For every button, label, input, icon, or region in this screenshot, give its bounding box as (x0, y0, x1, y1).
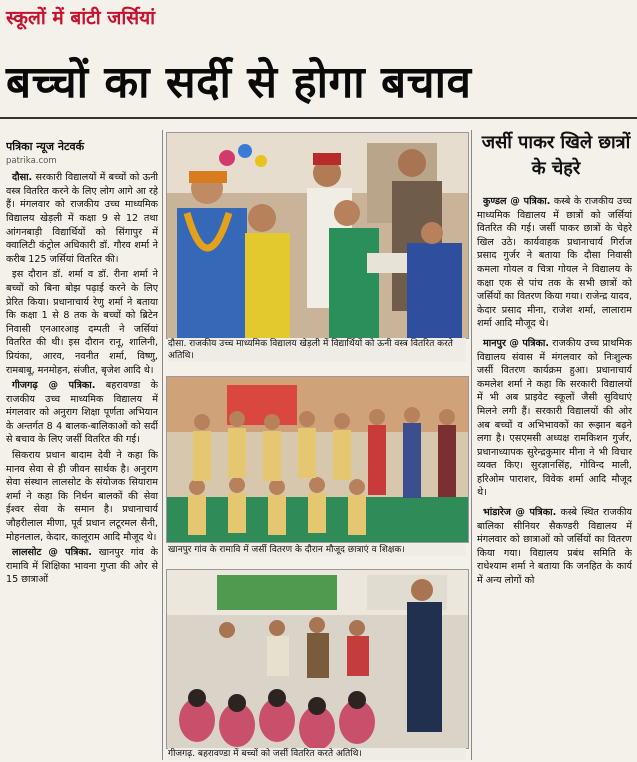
dateline: कुण्डल @ पत्रिका. (483, 196, 551, 207)
right-column (477, 195, 632, 760)
photo-illustration (167, 570, 468, 748)
paragraph (477, 506, 632, 588)
paragraph (477, 195, 632, 331)
dateline: गीजगढ़ @ पत्रिका. (12, 380, 96, 392)
paragraph-text: बहरावण्डा के राजकीय उच्च माध्यमिक विद्यालय में मंगलवार को अनुराग शिक्षा पूर्णता अभियान के अन्तर्गत 8 4 बालक-बालिकाओं को सर्दी से बचाव के लिए जर्सी वितरित की गई। (6, 380, 158, 446)
dateline: दौसा. (12, 172, 33, 184)
dateline: लालसोट @ पत्रिका. (12, 547, 92, 559)
paragraph-text: खानपुर गांव के रामावि में शिक्षिका भावना गुप्ता की ओर से 15 छात्राओं (6, 547, 158, 586)
photo-caption: गीजगढ़. बहरावण्डा में बच्चों को जर्सी वितरित करते अतिथि। (168, 748, 466, 760)
paragraph-text: कस्बे के राजकीय उच्च माध्यमिक विद्यालय में छात्रों को जर्सियां वितरित की गई। जर्सी पाकर छात्रों के चेहरे खिल उठे। कार्यवाहक प्रधानाचार्य गिर्राज प्रसाद गुर्जर ने बताया कि दौसा निवासी कमला गोयल व चित्रा गोयल ने विद्यालय के कक्षा एक से पांच तक के सभी छात्रों को जर्सियों का वितरण किया गया। राजेन्द्र यादव, केदार प्रसाद मीना, राजेश शर्मा, लालाराम शर्मा आदि मौजूद थे। (477, 196, 632, 330)
headline: बच्चों का सर्दी से होगा बचाव (6, 57, 472, 108)
left-column (6, 140, 158, 760)
paragraph (477, 337, 632, 500)
paragraph-text: कस्बे स्थित राजकीय बालिका सीनियर सैकण्डरी विद्यालय में मंगलवार को छात्राओं को जर्सियों का वितरण किया गया। विद्यालय प्रबंध समिति के राधेश्याम शर्मा ने बताया कि जनहित के कार्य में अन्य लोगों को (477, 507, 632, 587)
paragraph (6, 379, 158, 447)
side-heading: जर्सी पाकर खिले छात्रों के चेहरे (481, 132, 631, 179)
website: patrika.com (6, 155, 57, 166)
headline-rule (0, 117, 637, 119)
photo-khanpur-students (166, 376, 469, 543)
byline: पत्रिका न्यूज नेटवर्क (6, 140, 85, 153)
paragraph (6, 171, 158, 266)
kicker: स्कूलों में बांटी जर्सियां (6, 7, 156, 29)
photo-khedli-distribution (166, 132, 469, 339)
dateline: मानपुर @ पत्रिका. (483, 337, 550, 349)
column-divider (471, 130, 472, 760)
photo-illustration (167, 133, 468, 338)
photo-caption: दौसा. राजकीय उच्च माध्यमिक विद्यालय खेड़ली में विद्यार्थियों को ऊनी वस्त्र वितरित करते अतिथि। (168, 338, 466, 362)
column-divider (162, 130, 163, 760)
paragraph: सिकराय प्रधान बादाम देवी ने कहा कि मानव सेवा से ही जीवन सार्थक है। अनुराग सेवा संस्थान लालसोट के संयोजक सियाराम शर्मा ने कहा कि निर्धन बालकों की सेवा ईश्वर सेवा के समान है। प्रधानाचार्य जौहरीलाल मीणा, पूर्व प्रधान लटूरमल सैनी, मोहनलाल, केदार, कालूराम आदि मौजूद थे। (6, 450, 158, 543)
paragraph-text: राजकीय उच्च प्राथमिक विद्यालय संवास में मंगलवार को निःशुल्क जर्सी वितरण कार्यक्रम हुआ। प्रधानाचार्य कमलेश शर्मा ने कहा कि सरकारी विद्यालयों में भी अब प्राइवेट स्कूलों जैसी सुविधाएं मिलने लगी हैं। सरकारी विद्यालयों की ओर अब बच्चों व अभिभावकों का रूझान बढ़ने लगा है। एसएमसी अध्यक्ष रामकिशन गुर्जर, प्रधानाध्यापक सुरेन्द्रकुमार मीना ने भी विचार व्यक्त किए। सुरज्ञानसिंह, गोविन्द माली, हरिओम पाराशर, विवेक शर्मा आदि मौजूद थे। (477, 337, 632, 499)
photo-caption: खानपुर गांव के रामावि में जर्सी वितरण के दौरान मौजूद छात्राएं व शिक्षक। (168, 544, 466, 556)
photo-geejgarh-distribution (166, 569, 469, 749)
paragraph-text: सरकारी विद्यालयों में बच्चों को ऊनी वस्त्र वितरित करने के लिए लोग आगे आ रहे हैं। मंगलवार को राजकीय उच्च माध्यमिक विद्यालय खेड़ली में कक्षा 9 से 12 तथा आंगनबाड़ी विद्यार्थियों को सिंगापुर में क्वालिटी कंट्रोल अधिकारी डॉ. गौरव शर्मा ने करीब 125 जर्सियां वितरित की। (6, 172, 158, 265)
dateline: भांडारेज @ पत्रिका. (483, 507, 557, 519)
photo-illustration (167, 377, 468, 542)
paragraph: इस दौरान डॉ. शर्मा व डॉ. रीना शर्मा ने बच्चों को बिना बोझ पढ़ाई करने के लिए प्रेरित किया। प्रधानाचार्य रेणु शर्मा ने बताया कि कक्षा 1 से 8 तक के बच्चों को ब्रिटेन निवासी एनआरआइ दम्पती ने जर्सियां वितरित की थी। इस दौरान रानू, शालिनी, प्रियंका, आरव, नवनीत शर्मा, विष्णु, रामबाबू, मनमोहन, संजीत, बृजेश आदि थे। (6, 269, 158, 376)
paragraph (6, 546, 158, 587)
